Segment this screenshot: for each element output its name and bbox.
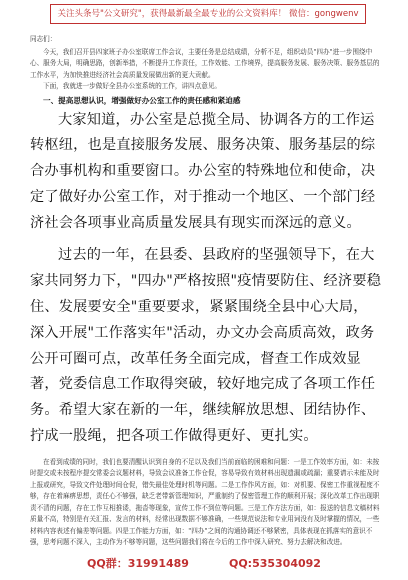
qq-group-text: QQ群：31991489 [87, 557, 189, 570]
intro-paragraph: 今天，我们召开县四家班子办公室联席工作会议，主要任务是总结成绩，分析不足，组织动员"四办"进一步围绕中心、服务大局，明确思路，创新举措，不断提升工作责任，工作效能、工作境界，提高服务发展、服务决策、服务基层的工作水平，为加快推进经济社会高质量发展做出新的更大贡献。 [30, 47, 380, 79]
section-heading: 一、提高思想认识，增强做好办公室工作的责任感和紧迫感 [43, 95, 241, 105]
qq-text: QQ:535304092 [228, 557, 321, 570]
body-paragraph: 大家知道，办公室是总揽全局、协调各方的工作运转枢纽，也是直接服务发展、服务决策、服务基层的综合办事机构和重要窗口。办公室的特殊地位和使命，决定了做好办公室工作，对于推动一个地区、一个部门经济社会各项事业高质量发展具有现实而深远的意义。 [30, 111, 376, 231]
greeting: 同志们： [30, 35, 57, 43]
body-paragraph: 过去的一年，在县委、县政府的坚强领导下，在大家共同努力下，"四办"严格按照"疫情要防住、经济要稳住、发展要安全"重要要求，紧紧围绕全县中心大局，深入开展"工作落实年"活动，办文办会高质高效，政务公开可圈可点，改革任务全面完成，督查工作成效显著，党委信息工作取得突破，较好地完成了各项工作任务。希望大家在新的一年，继续解放思想、团结协作、拧成一股绳，把各项工作做得更好、更扎实。 [30, 247, 382, 445]
problems-paragraph: 在看到成绩的同时，我们也要清醒认识到自身的不足以及我们当前面临的困难和问题：一是工作效率方面，如：未按时提交或未按程序提交常委会议题材料，导致会议准备工作仓促，容易导致有效材料出现遗漏或疏漏；重要请示未能及时上报或研究，导致文件处理时间仓促，错失最佳处理时机等问题。二是工作作风方面，如：对机要、保密工作重视程度不够，存在着麻痹思想，责任心不够强，缺乏老带新管理知识，严重制约了保密管理工作的顺利开展；深化改革工作出现职责不清的问题，存在工作互相推诿，拖沓等现象，宣传工作不到位等问题。三是工作方法方面，如：报送的信息文稿材料质量不高，特别是有关汇报、发言的材料，经常出现数据不够准确，一些规范说法和专业用词没有及时掌握的情况，一些材料内容表述有偏差等问题。四是工作能力方面，如："四办"之间的沟通协调还不够紧密，具体表现在抓落实的意识不强，思考问题不深入，主动作为不够等问题，这些问题我们将在今后的工作中深入研究、努力去解决和改进。 [30, 457, 380, 547]
intro-paragraph-2: 下面，我就进一步做好全县办公室系统的工作，讲四点意见。 [43, 82, 222, 90]
header-banner: 关注头条号"公文研究"，获得最新最全最专业的公文资料库！ 微信：gongwenv [50, 4, 366, 24]
document-body [30, 34, 382, 549]
footer-contact [0, 555, 408, 573]
